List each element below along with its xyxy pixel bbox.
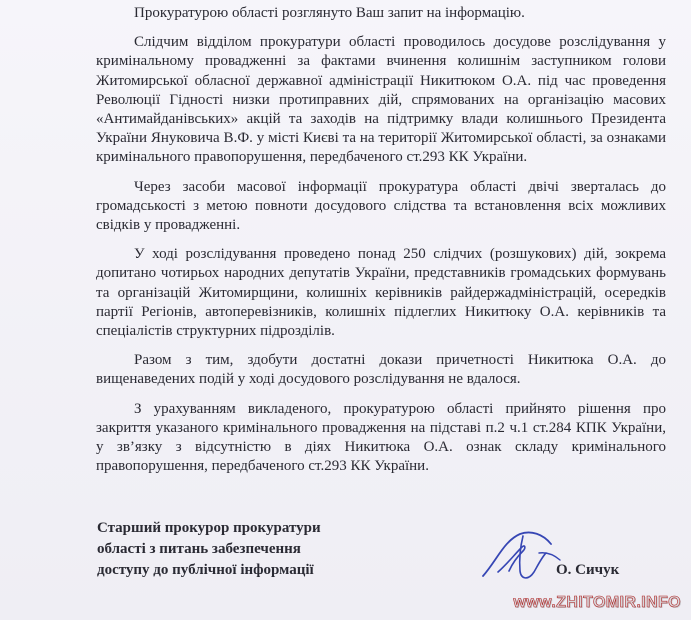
signatory-name: О. Сичук bbox=[556, 562, 620, 578]
investigation-paragraph: Слідчим відділом прокуратури області проводилось досудове розслідування у кримінальному провадженні за фактами вчинення колишнім заступником голови Житомирської обласної державної адміністрації Никитюком О.А. під час проведення Революції Гідності низки протиправних дій, спрямованих на організацію масових «Антимайданівських» акцій та заходів на підтримку влади колишнього Президента України Януковича В.Ф. у місті Києві та на території Житомирської області, за ознаками кримінального правопорушення, передбаченого ст.293 КК України. bbox=[96, 34, 666, 166]
intro-paragraph: Прокуратурою області розглянуто Ваш запит на інформацію. bbox=[134, 5, 525, 21]
media-paragraph: Через засоби масової інформації прокуратура області двічі зверталась до громадськості з метою повноти досудового слідства та встановлення всіх можливих свідків у провадженні. bbox=[96, 178, 666, 234]
signature-title-line: області з питань забезпечення bbox=[97, 541, 301, 557]
actions-paragraph: У ході розслідування проведено понад 250 слідчих (розшукових) дій, зокрема допитано чотирьох народних депутатів України, представників громадських формувань та організацій Житомирщини, колишніх керівників райдержадміністрацій, осередків партії Регіонів, автоперевізників, колишніх підлеглих Никитюку О.А. керівників та спеціалістів структурних підрозділів. bbox=[96, 246, 666, 340]
site-watermark: www.ZHITOMIR.INFO bbox=[513, 594, 681, 611]
decision-paragraph: З урахуванням викладеного, прокуратурою області прийнято рішення про закриття указаного кримінального провадження на підставі п.2 ч.1 ст.284 КПК України, у зв’язку з відсутністю в діях Никитюка О.А. ознак складу кримінального правопорушення, передбаченого ст.293 КК України. bbox=[96, 400, 666, 475]
document-body bbox=[96, 4, 666, 486]
handwritten-signature bbox=[465, 520, 570, 590]
signature-title-line: Старший прокурор прокуратури bbox=[97, 520, 321, 536]
signature-title-line: доступу до публічної інформації bbox=[97, 562, 314, 578]
evidence-paragraph: Разом з тим, здобути достатні докази причетності Никитюка О.А. до вищенаведених подій у ході досудового розслідування не вдалося. bbox=[96, 352, 666, 388]
signature-title-block bbox=[97, 518, 337, 581]
